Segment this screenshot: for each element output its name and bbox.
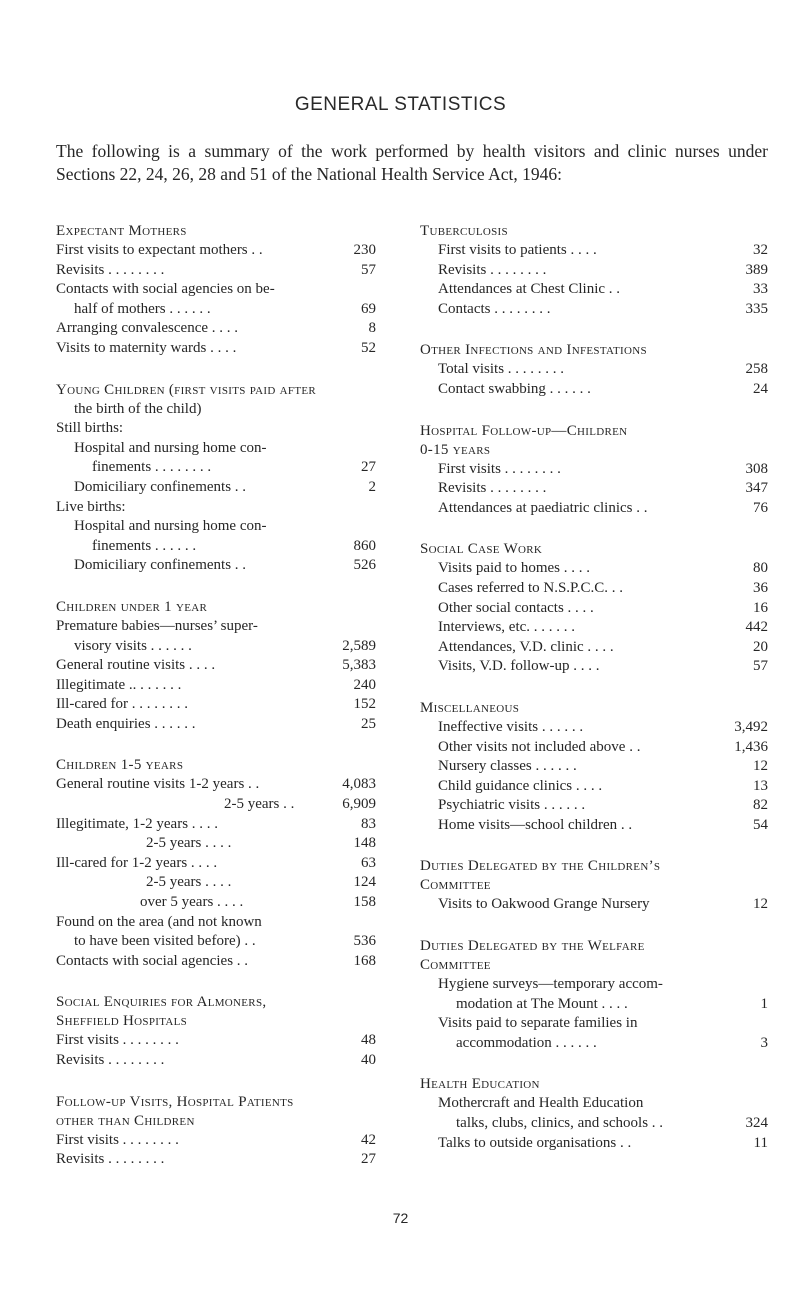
section-heading-cont: Committee	[420, 957, 491, 974]
stat-row: Talks to outside organisations . . 11	[438, 1134, 768, 1151]
section-miscellaneous	[420, 699, 768, 836]
stat-row: Revisits . . . . . . . . 40	[56, 1052, 376, 1068]
stat-row: General routine visits 1-2 years . . 4,083	[56, 776, 376, 793]
stat-row: Revisits . . . . . . . . 27	[56, 1151, 376, 1168]
stat-row: Attendances, V.D. clinic . . . . 20	[438, 638, 768, 655]
section-heading-cont: Committee	[420, 877, 491, 894]
section-heading: Duties Delegated by the Children’s	[420, 858, 661, 875]
stat-row: 2-5 years . . . . 124	[146, 874, 376, 891]
section-followup-visits	[56, 1093, 376, 1170]
stat-row: Cases referred to N.S.P.C.C. . . 36	[438, 579, 768, 596]
stat-row: accommodation . . . . . . 3	[456, 1034, 768, 1051]
stat-row: Arranging convalescence . . . . 8	[56, 320, 376, 337]
stat-row: Contact swabbing . . . . . . 24	[438, 380, 768, 397]
stat-row: Found on the area (and not known	[56, 913, 262, 930]
intro-paragraph: The following is a summary of the work performed by health visitors and clinic nurses under Sections 22, 24, 26, 28 and 51 of the National Health Service Act, 1946:	[56, 141, 768, 184]
stat-row: Hygiene surveys—temporary accom-	[438, 976, 663, 993]
stat-row: over 5 years . . . . 158	[140, 894, 376, 911]
section-children-1-5	[56, 756, 376, 971]
section-other-infections	[420, 341, 768, 399]
stat-row: First visits . . . . . . . . 48	[56, 1032, 376, 1049]
section-almoners	[56, 993, 376, 1070]
section-heading: Follow-up Visits, Hospital Patients	[56, 1093, 294, 1110]
stat-row: 2-5 years . . . . 148	[146, 835, 376, 852]
section-children-under-1	[56, 598, 376, 735]
stat-row: Child guidance clinics . . . . 13	[438, 777, 768, 794]
stat-row: Visits to maternity wards . . . . 52	[56, 339, 376, 356]
stat-row: Attendances at paediatric clinics . . 76	[438, 499, 768, 516]
stat-row: Attendances at Chest Clinic . . 33	[438, 281, 768, 298]
stat-row: Home visits—school children . . 54	[438, 816, 768, 833]
section-young-children	[56, 381, 376, 576]
stat-row: Visits paid to separate families in	[438, 1015, 638, 1032]
section-heading: Other Infections and Infestations	[420, 342, 647, 359]
stat-row: Illegitimate, 1-2 years . . . . 83	[56, 815, 376, 832]
section-welfare-committee	[420, 937, 768, 1053]
section-expectant-mothers	[56, 222, 376, 359]
section-heading: Health Education	[420, 1076, 540, 1093]
stat-row: Visits, V.D. follow-up . . . . 57	[438, 658, 768, 675]
stat-row: Premature babies—nurses’ super-	[56, 617, 258, 634]
stat-row: General routine visits . . . . 5,383	[56, 657, 376, 674]
section-health-education	[420, 1075, 768, 1153]
section-heading-cont: 0-15 years	[420, 441, 491, 458]
section-heading-cont: Sheffield Hospitals	[56, 1013, 188, 1030]
stat-row: finements . . . . . . . . 27	[92, 459, 376, 476]
section-tuberculosis	[420, 222, 768, 319]
stat-row: Contacts with social agencies on be-	[56, 281, 275, 298]
page-title: GENERAL STATISTICS	[294, 94, 507, 115]
stat-row: First visits to patients . . . . 32	[438, 242, 768, 258]
stat-row: Contacts with social agencies . . 168	[56, 952, 376, 969]
section-heading-cont: other than Children	[56, 1112, 195, 1129]
section-hospital-followup-children	[420, 422, 768, 519]
stat-row: 2-5 years . . 6,909	[224, 796, 376, 813]
stat-row: finements . . . . . . 860	[92, 537, 376, 554]
stat-row: Total visits . . . . . . . . 258	[438, 361, 768, 378]
section-heading: Expectant Mothers	[56, 223, 187, 239]
stat-row: modation at The Mount . . . . 1	[456, 995, 768, 1012]
stat-row: Psychiatric visits . . . . . . 82	[438, 797, 768, 814]
left-column	[56, 222, 376, 1192]
stat-row: First visits . . . . . . . . 308	[438, 460, 768, 477]
section-childrens-committee	[420, 857, 768, 915]
section-heading: Children 1-5 years	[56, 757, 184, 774]
stat-row: Live births:	[56, 498, 126, 515]
section-heading-cont: the birth of the child)	[74, 400, 202, 417]
right-column	[420, 222, 768, 1175]
stat-row: talks, clubs, clinics, and schools . . 324	[456, 1115, 768, 1132]
stat-row: Mothercraft and Health Education	[438, 1095, 644, 1112]
stat-row: Other visits not included above . . 1,436	[438, 738, 768, 755]
section-heading: Social Case Work	[420, 541, 543, 558]
stat-row: Death enquiries . . . . . . 25	[56, 715, 376, 732]
page-number: 72	[392, 1210, 409, 1226]
stat-row: Ill-cared for 1-2 years . . . . 63	[56, 854, 376, 871]
section-heading: Social Enquiries for Almoners,	[56, 994, 267, 1011]
stat-row: First visits . . . . . . . . 42	[56, 1131, 376, 1148]
stat-row: Ineffective visits . . . . . . 3,492	[438, 718, 768, 735]
stat-row: half of mothers . . . . . . 69	[74, 300, 376, 317]
section-heading: Young Children (first visits paid after	[56, 381, 317, 398]
stat-row: Domiciliary confinements . . 2	[74, 478, 376, 495]
stat-row: Contacts . . . . . . . . 335	[438, 300, 768, 317]
stat-row: Other social contacts . . . . 16	[438, 599, 768, 616]
stat-row: Visits paid to homes . . . . 80	[438, 560, 768, 577]
stat-row: Still births:	[56, 420, 124, 437]
stat-row: Nursery classes . . . . . . 12	[438, 758, 768, 775]
section-social-case-work	[420, 540, 768, 677]
stat-row: Domiciliary confinements . . 526	[74, 557, 376, 574]
section-heading: Tuberculosis	[420, 223, 508, 239]
stat-row: Hospital and nursing home con-	[74, 439, 267, 456]
stat-row: Interviews, etc. . . . . . . 442	[438, 619, 768, 636]
stat-row: Revisits . . . . . . . . 389	[438, 261, 768, 278]
stat-row: Visits to Oakwood Grange Nursery 12	[438, 896, 768, 913]
stat-row: visory visits . . . . . . 2,589	[74, 637, 376, 654]
stat-row: to have been visited before) . . 536	[74, 933, 376, 950]
section-heading: Miscellaneous	[420, 699, 520, 716]
section-heading: Duties Delegated by the Welfare	[420, 938, 645, 955]
stat-row: First visits to expectant mothers . . 230	[56, 242, 376, 258]
section-heading: Hospital Follow-up—Children	[420, 422, 628, 439]
stat-row: Ill-cared for . . . . . . . . 152	[56, 696, 376, 713]
stat-row: Hospital and nursing home con-	[74, 518, 267, 535]
stat-row: Illegitimate .. . . . . . . 240	[56, 676, 376, 693]
stat-row: Revisits . . . . . . . . 57	[56, 261, 376, 278]
section-heading: Children under 1 year	[56, 598, 208, 615]
stat-row: Revisits . . . . . . . . 347	[438, 480, 768, 497]
